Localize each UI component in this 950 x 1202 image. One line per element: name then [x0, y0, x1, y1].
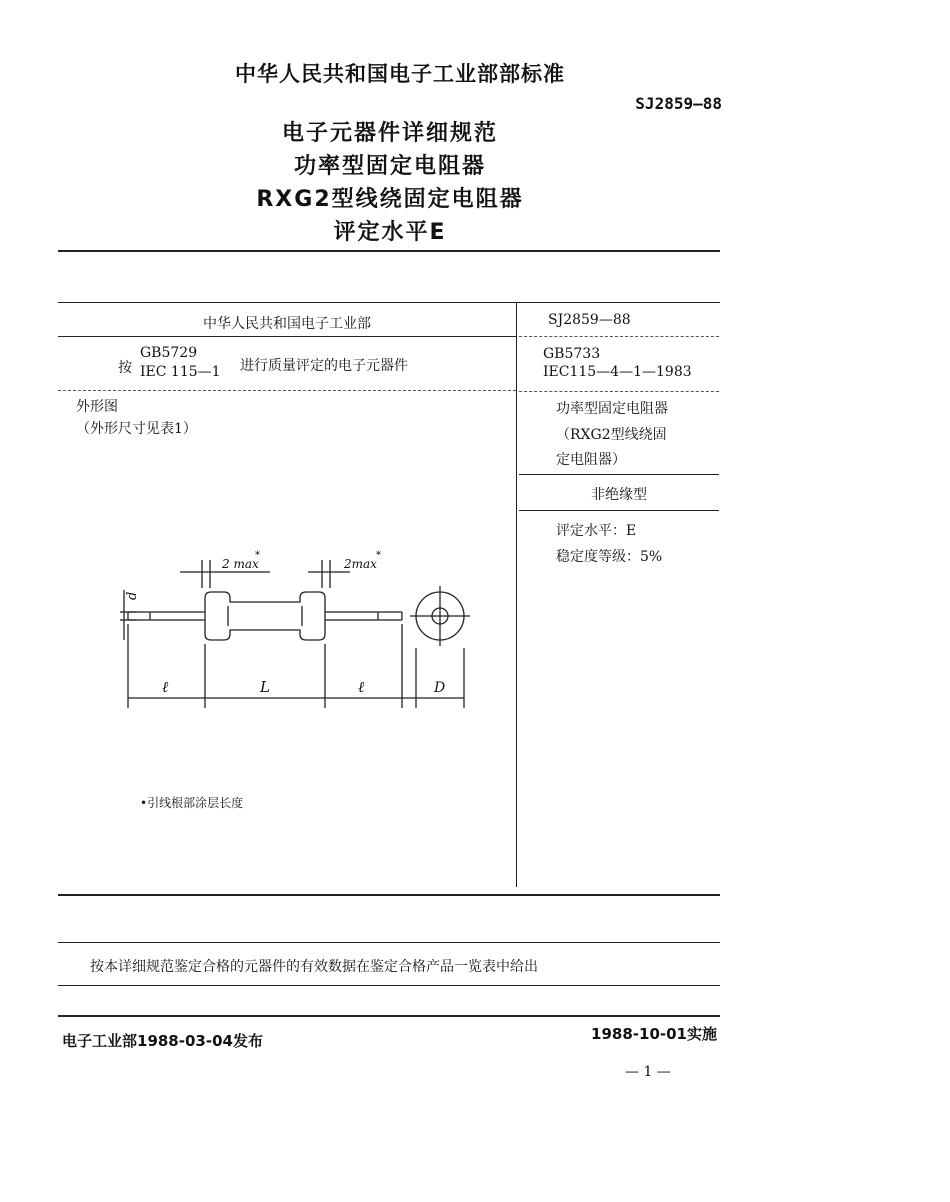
dim-2max-right: 2max — [344, 557, 377, 571]
title-line-3: RXG2型线绕固定电阻器 — [256, 187, 524, 212]
title-line-1: 电子元器件详细规范 — [281, 121, 498, 146]
right-row-rule-1 — [519, 336, 719, 337]
table-row-rule-2 — [58, 390, 516, 391]
right-row-rule-2 — [519, 391, 719, 392]
title-line-4: 评定水平E — [333, 220, 447, 245]
outline-note: （外形尺寸见表1） — [76, 421, 197, 437]
basis-description: 进行质量评定的电子元器件 — [240, 358, 408, 374]
dim-lead-right: ℓ — [358, 678, 365, 696]
right-row-rule-4 — [519, 510, 719, 511]
stability-grade: 稳定度等级：5% — [556, 549, 663, 565]
asterisk-left: * — [255, 550, 260, 561]
right-row-rule-3 — [519, 474, 719, 475]
title-line-2: 功率型固定电阻器 — [293, 154, 486, 179]
header-rule — [58, 250, 720, 252]
resistor-outline-drawing — [110, 540, 490, 730]
table-top-rule — [58, 302, 720, 303]
dim-2max-left: 2 max — [222, 557, 259, 571]
dim-body-length: L — [260, 678, 270, 696]
reference-iec: IEC115—4—1—1983 — [543, 364, 692, 380]
ministry-label: 中华人民共和国电子工业部 — [203, 316, 371, 332]
lead-coating-footnote: •引线根部涂层长度 — [140, 796, 244, 810]
standard-code: SJ2859—88 — [635, 94, 722, 113]
assessment-level: 评定水平：E — [556, 523, 637, 539]
basis-standard-gb: GB5729 — [140, 345, 198, 361]
table-row-rule-1 — [58, 336, 516, 337]
product-line-3: 定电阻器） — [556, 452, 626, 468]
dim-d: d — [125, 591, 140, 600]
product-line-1: 功率型固定电阻器 — [556, 401, 668, 417]
reference-gb: GB5733 — [543, 346, 601, 362]
dim-lead-left: ℓ — [162, 678, 169, 696]
table-bottom-rule — [58, 894, 720, 896]
notice-top-rule — [58, 942, 720, 943]
effective-date: 1988-10-01实施 — [591, 1025, 717, 1043]
product-line-2: （RXG2型线绕固 — [556, 427, 667, 443]
spec-code: SJ2859—88 — [548, 312, 631, 328]
page-number: — 1 — — [625, 1064, 671, 1080]
issue-date: 电子工业部1988-03-04发布 — [62, 1032, 263, 1050]
table-column-divider — [516, 302, 517, 887]
notice-bottom-rule — [58, 985, 720, 986]
standard-organization: 中华人民共和国电子工业部部标准 — [235, 62, 565, 86]
dim-diameter: D — [434, 680, 446, 696]
insulation-type: 非绝缘型 — [591, 487, 647, 503]
asterisk-right: * — [376, 550, 381, 561]
basis-prefix: 按 — [118, 360, 132, 376]
basis-standard-iec: IEC 115—1 — [140, 364, 221, 380]
qualification-notice: 按本详细规范鉴定合格的元器件的有效数据在鉴定合格产品一览表中给出 — [90, 959, 538, 975]
footer-rule — [58, 1015, 720, 1017]
outline-label: 外形图 — [76, 399, 118, 415]
